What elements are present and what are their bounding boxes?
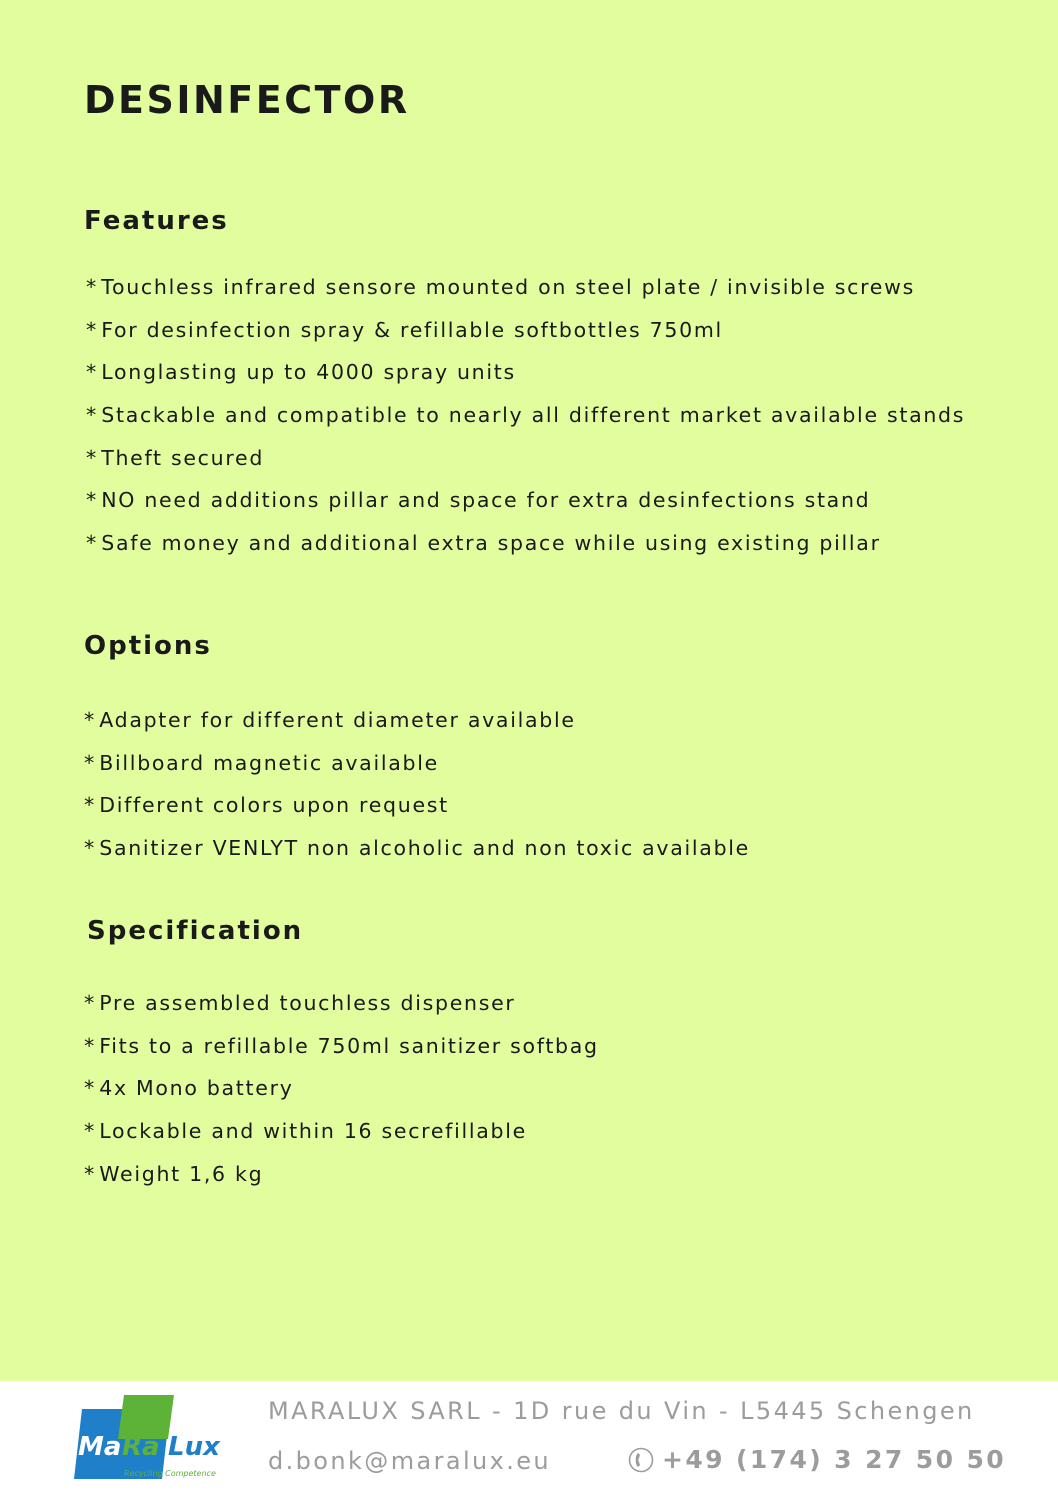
- list-item: * Adapter for different diameter available: [84, 708, 576, 732]
- list-item: * Touchless infrared sensore mounted on steel plate / invisible screws: [86, 275, 915, 299]
- list-item: * Pre assembled touchless dispenser: [84, 991, 516, 1015]
- list-item: * Fits to a refillable 750ml sanitizer softbag: [84, 1033, 599, 1058]
- logo-lux: Lux: [168, 1432, 220, 1462]
- logo-ra: Ra: [122, 1432, 160, 1462]
- list-item: * Longlasting up to 4000 spray units: [86, 360, 516, 385]
- bullet: *: [84, 991, 95, 1015]
- phone-icon: [628, 1447, 654, 1473]
- phone-number: +49 (174) 3 27 50 50: [662, 1445, 1007, 1474]
- list-item: * Stackable and compatible to nearly all different market available stands: [86, 403, 966, 428]
- bullet: *: [84, 793, 95, 818]
- features-heading: Features: [84, 206, 229, 236]
- options-heading: Options: [84, 631, 212, 661]
- bullet: *: [86, 275, 97, 299]
- logo-tagline: Recycling Competence: [124, 1469, 216, 1478]
- maralux-logo: [70, 1395, 230, 1481]
- options-list: [84, 699, 750, 870]
- list-item: * Weight 1,6 kg: [84, 1161, 264, 1186]
- bullet: *: [84, 1161, 95, 1186]
- specification-list: [84, 982, 599, 1195]
- list-item: * 4x Mono battery: [84, 1076, 294, 1101]
- bullet: *: [86, 317, 97, 342]
- bullet: *: [84, 1076, 95, 1101]
- contact-email[interactable]: d.bonk@maralux.eu: [268, 1447, 552, 1475]
- bullet: *: [86, 445, 97, 470]
- bullet: *: [84, 708, 95, 732]
- bullet: *: [84, 750, 95, 775]
- bullet: *: [86, 403, 97, 428]
- list-item: * For desinfection spray & refillable softbottles 750ml: [86, 317, 723, 342]
- list-item: * Lockable and within 16 secrefillable: [84, 1119, 527, 1144]
- bullet: *: [84, 1119, 95, 1144]
- page-title: DESINFECTOR: [84, 78, 410, 122]
- logo-ma: Ma: [78, 1432, 122, 1462]
- bullet: *: [86, 360, 97, 385]
- list-item: * Different colors upon request: [84, 793, 449, 818]
- bullet: *: [86, 531, 97, 556]
- list-item: * Safe money and additional extra space while using existing pillar: [86, 531, 881, 556]
- bullet: *: [84, 1033, 95, 1058]
- list-item: * Billboard magnetic available: [84, 750, 439, 775]
- specification-heading: Specification: [87, 916, 304, 946]
- contact-phone[interactable]: [628, 1445, 1006, 1474]
- footer: [0, 1381, 1058, 1497]
- bullet: *: [86, 488, 97, 513]
- list-item: * NO need additions pillar and space for extra desinfections stand: [86, 488, 871, 513]
- bullet: *: [84, 836, 95, 861]
- features-list: [86, 266, 965, 565]
- list-item: * Sanitizer VENLYT non alcoholic and non toxic available: [84, 836, 750, 861]
- list-item: * Theft secured: [86, 445, 265, 470]
- company-address: MARALUX SARL - 1D rue du Vin - L5445 Schengen: [268, 1397, 975, 1425]
